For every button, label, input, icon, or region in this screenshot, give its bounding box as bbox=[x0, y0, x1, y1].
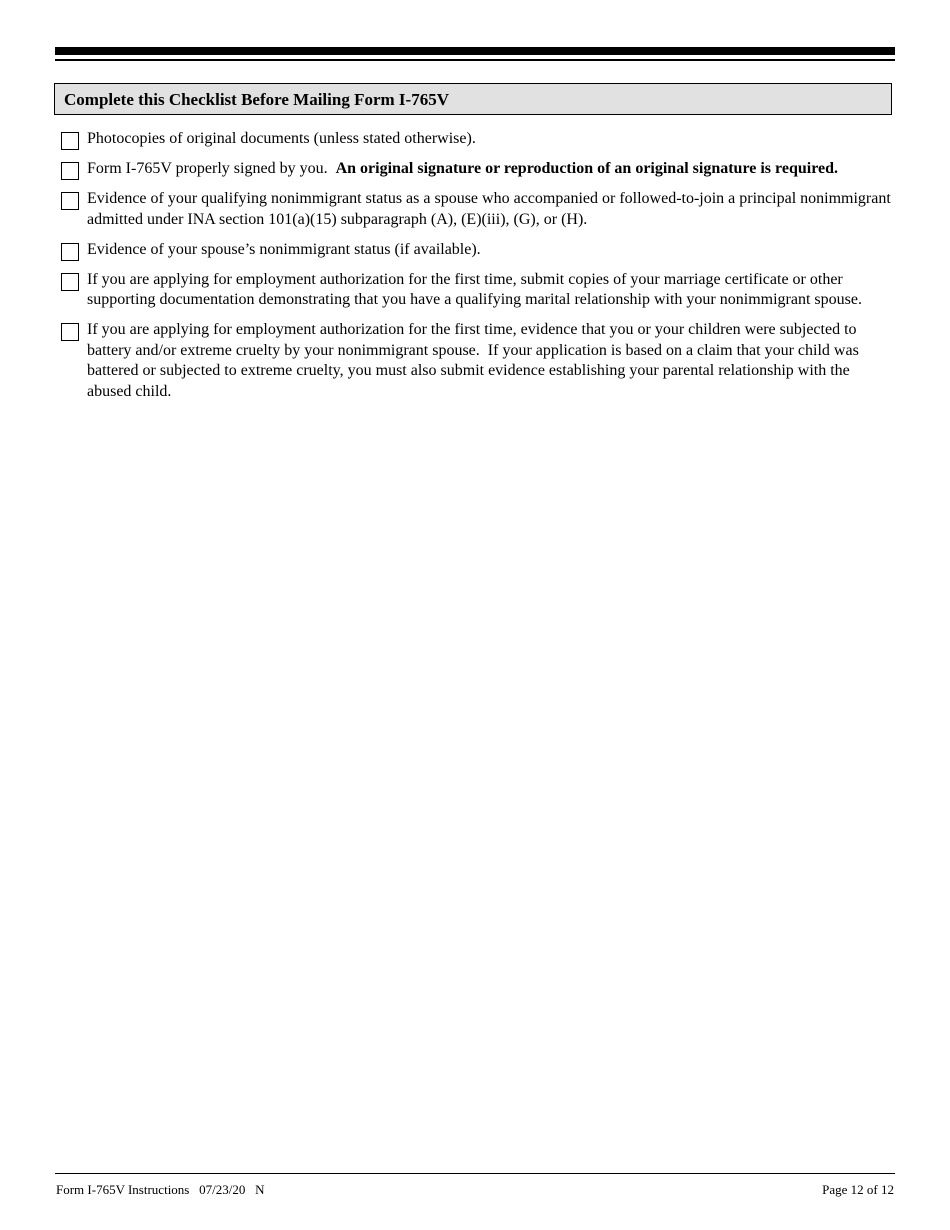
checklist-item-text: Photocopies of original documents (unless stated otherwise). bbox=[87, 130, 476, 147]
checklist-checkbox-photocopies[interactable] bbox=[61, 132, 79, 150]
checklist-checkbox-qualifying-status[interactable] bbox=[61, 192, 79, 210]
checklist-item-signed bbox=[61, 159, 895, 180]
footer-rule bbox=[55, 1173, 895, 1174]
checklist-checkbox-abuse-evidence[interactable] bbox=[61, 323, 79, 341]
checklist-section-title: Complete this Checklist Before Mailing Form I-765V bbox=[54, 83, 892, 115]
signature-requirement-note: An original signature or reproduction of an original signature is required. bbox=[335, 160, 838, 177]
header-rule-thin bbox=[55, 59, 895, 61]
checklist-item-text-wrapper bbox=[87, 159, 895, 180]
checklist-item-abuse-evidence bbox=[61, 320, 895, 402]
checklist-item-marriage-certificate bbox=[61, 270, 895, 311]
checklist-item-text: Form I-765V properly signed by you. bbox=[87, 160, 336, 177]
checklist-checkbox-spouse-status[interactable] bbox=[61, 243, 79, 261]
checklist-checkbox-signed[interactable] bbox=[61, 162, 79, 180]
checklist-item-qualifying-status bbox=[61, 189, 895, 230]
checklist-item-text: Evidence of your qualifying nonimmigrant status as a spouse who accompanied or followed-to-join a principal nonimmigrant admitted under INA section 101(a)(15) subparagraph (A), (E)(iii), (G), or (H). bbox=[87, 190, 891, 228]
checklist bbox=[61, 129, 895, 412]
checklist-item-spouse-status bbox=[61, 240, 895, 261]
footer-form-info: Form I-765V Instructions 07/23/20 N bbox=[56, 1182, 265, 1197]
checklist-item-text: Evidence of your spouse’s nonimmigrant status (if available). bbox=[87, 240, 481, 258]
checklist-item-photocopies bbox=[61, 129, 895, 150]
checklist-checkbox-marriage-certificate[interactable] bbox=[61, 273, 79, 291]
checklist-item-text: If you are applying for employment authorization for the first time, submit copies of your marriage certificate or other supporting documentation demonstrating that you have a qualifying marital relationship with your nonimmigrant spouse. bbox=[87, 270, 862, 308]
header-rule-thick bbox=[55, 47, 895, 55]
footer-page-number: Page 12 of 12 bbox=[822, 1182, 894, 1197]
checklist-item-text: If you are applying for employment authorization for the first time, evidence that you or your children were subjected to battery and/or extreme cruelty by your nonimmigrant spouse. If your application is based on a claim that your child was battered or subjected to extreme cruelty, you must also submit evidence establishing your parental relationship with the abused child. bbox=[87, 321, 863, 400]
